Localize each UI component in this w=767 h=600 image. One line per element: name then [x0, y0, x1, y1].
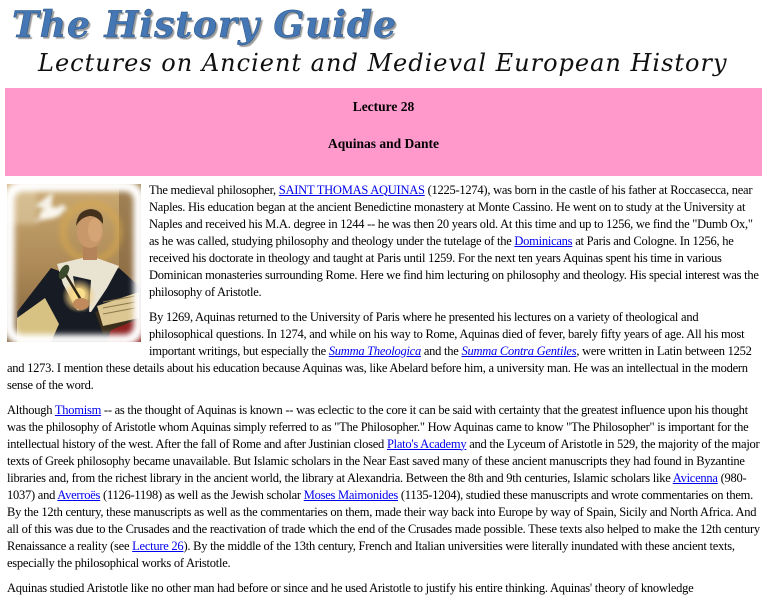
lecture-number: Lecture 28 — [352, 98, 415, 114]
inline-link[interactable]: Thomism — [54, 402, 102, 417]
inline-link[interactable]: SAINT THOMAS AQUINAS — [278, 182, 425, 197]
paragraph-text: at Paris and Cologne. In 1256, he received his doctorate in theology and taught at Paris until 1259. For the next ten years Aquinas spent his time in various Dominican monasteries surrounding Rome. Here we find him lecturing on philosophy and theology. His special interest was the philosophy of Aristotle. — [149, 233, 759, 299]
paragraph-text: (1126-1198) as well as the Jewish scholar — [100, 487, 304, 502]
article-body — [0, 176, 767, 597]
lecture-banner — [5, 88, 762, 176]
paragraph-text: and the Lyceum of Aristotle in 529, the majority of the major texts of Greek philosophy became unavailable. But Islamic scholars in the Near East saved many of these ancient manuscripts they had found in Byzantine libraries and, from the richest library in the ancient world, the library at Alexandria. Between the 8th and 9th centuries, Islamic scholars like — [7, 436, 760, 485]
inline-link[interactable]: Avicenna — [672, 470, 718, 485]
saint-thomas-aquinas-portrait-image — [7, 184, 141, 342]
inline-link[interactable]: Averroës — [57, 487, 101, 502]
inline-link[interactable]: Plato's Academy — [386, 436, 467, 451]
paragraph — [7, 402, 760, 572]
site-subtitle: Lectures on Ancient and Medieval European History — [38, 49, 728, 78]
inline-link[interactable]: Summa Contra Gentiles — [461, 343, 577, 358]
site-header — [0, 0, 767, 80]
paragraph-text: and the — [420, 343, 462, 358]
inline-link[interactable]: Summa Theologica — [328, 343, 421, 358]
paragraph-text: (1135-1204), studied these manuscripts and wrote commentaries on them. By the 12th century, these manuscripts as well as the commentaries on them, made their way back into Europe by way of Spain, Sicily and North Africa. And all of this was due to the Crusades and the reactivation of trade which the end of the Crusades made possible. These texts also helped to make the 12th century Renaissance a reality (see — [7, 487, 760, 553]
paragraph-text: Although — [7, 402, 55, 417]
site-title: The History Guide — [12, 4, 398, 46]
paragraph-text: (980-1037) and — [7, 470, 747, 502]
hand — [73, 298, 89, 310]
inline-link[interactable]: Dominicans — [514, 233, 573, 248]
inline-link[interactable]: Moses Maimonides — [303, 487, 398, 502]
inline-link[interactable]: Lecture 26 — [132, 538, 184, 553]
paragraph-text: -- as the thought of Aquinas is known -- was eclectic to the core it can be said with certainty that the greatest influence upon his thought was the philosophy of Aristotle whom Aquinas simply referred to as "The Philosopher." How Aquinas came to know "The Philosopher" is important for the intellectual history of the west. After the fall of Rome and after Justinian closed — [7, 402, 749, 451]
paragraph-text: Aquinas studied Aristotle like no other man had before or since and he used Aristotle to justify his entire thinking. Aquinas' theory of knowledge — [7, 580, 694, 595]
aquinas-painting-graphic — [7, 184, 141, 342]
paragraph-text: The medieval philosopher, — [149, 182, 279, 197]
paragraph-text: , were written in Latin between 1252 and 1273. I mention these details about his education because Aquinas was, like Abelard before him, a university man. He was an intellectual in the modern sense of the word. — [7, 343, 752, 392]
paragraph-text: (1225-1274), was born in the castle of his father at Roccasecca, near Naples. His education began at the ancient Benedictine monastery at Monte Cassino. He went on to study at the University at Naples and received his M.A. degree in 1244 -- he was then 20 years old. At this time and up to 1256, we find the "Dumb Ox," as he was called, studying philosophy and theology under the tutelage of the — [149, 182, 753, 248]
lecture-title: Aquinas and Dante — [327, 135, 440, 151]
paragraph-text: ). By the middle of the 13th century, French and Italian universities were literally inundated with these ancient texts, especially the philosophical works of Aristotle. — [7, 538, 735, 570]
paragraph — [7, 580, 760, 597]
paragraph-text: By 1269, Aquinas returned to the University of Paris where he presented his lectures on a variety of theological and philosophical questions. In 1274, and while on his way to Rome, Aquinas died of fever, barely fifty years of age. All his most important writings, but especially the — [149, 309, 745, 358]
